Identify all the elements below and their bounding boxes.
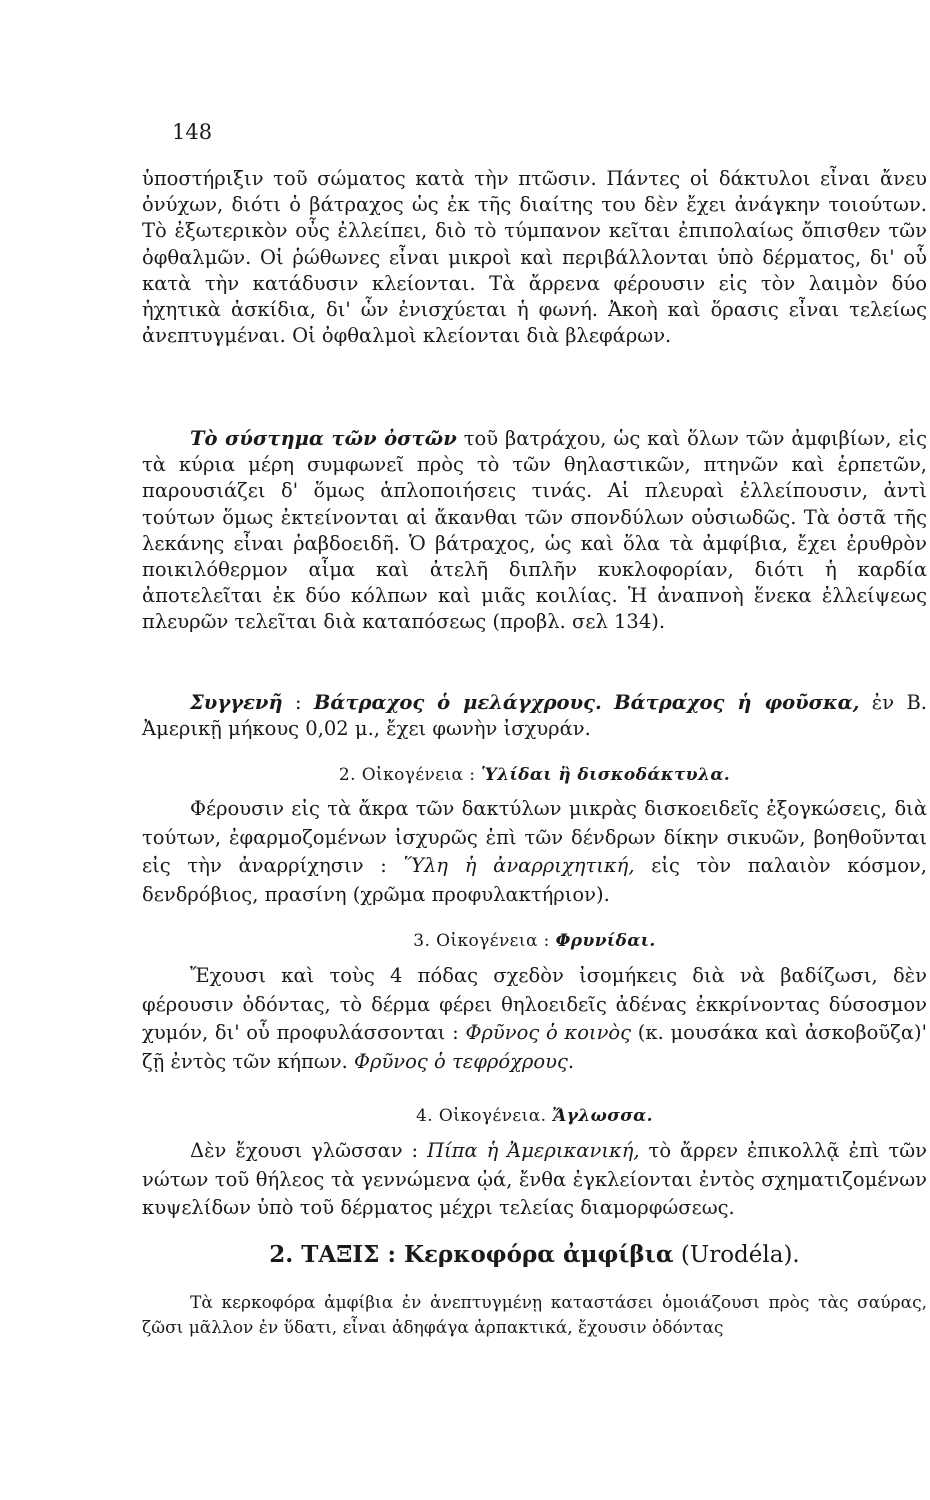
skeleton-lead-term: Τὸ σύστημα τῶν ὀστῶν xyxy=(190,427,457,450)
hylidae-text: Φέρουσιν εἰς τὰ ἄκρα τῶν δακτύλων μικρὰς δισκοειδεῖς ἐξογκώσεις, διὰ τούτων, ἐφαρμοζομένων ἰσχυρῶς ἐπὶ τῶν δένδρων δίκην σικυῶν, βοηθοῦνται εἰς τὴν ἀναρρίχησιν : xyxy=(142,797,927,877)
family-heading-hylidae xyxy=(142,765,927,785)
species-tree-frog: Ὕλη ἡ ἀναρριχητική, xyxy=(403,854,635,877)
family-3-label: 3. Οἰκογένεια : xyxy=(413,931,556,951)
species-bullfrog: Βάτραχος ἡ φοῦσκα, xyxy=(614,691,860,714)
skeleton-text: τοῦ βατράχου, ὡς καὶ ὅλων τῶν ἀμφιβίων, εἰς τὰ κύρια μέρη συμφωνεῖ πρὸς τὸ τῶν θηλαστικῶν, πτηνῶν καὶ ἑρπετῶν, παρουσιάζει δ' ὅμως ἁπλοποιήσεις τινάς. Αἱ πλευραὶ ἐλλείπουσιν, ἀντὶ τούτων ὅμως ἐκτείνονται αἱ ἄκανθαι τῶν σπονδύλων οὐσιωδῶς. Τὰ ὀστᾶ τῆς λεκάνης εἶναι ῥαβδοειδῆ. Ὁ βάτραχος, ὡς καὶ ὅλα τὰ ἀμφίβια, ἔχει ἐρυθρὸν ποικιλόθερμον αἷμα καὶ ἀτελῆ διπλῆν κυκλοφορίαν, διότι ἡ καρδία ἀποτελεῖται ἐκ δύο κόλπων καὶ μιᾶς κοιλίας. Ἡ ἀναπνοὴ ἕνεκα ἐλλείψεως πλευρῶν τελεῖται διὰ καταπόσεως (προβλ. σελ 134). xyxy=(142,427,927,634)
order-name: Κερκοφόρα ἀμφίβια xyxy=(403,1241,674,1268)
family-2-name: Ὑλίδαι ἢ δισκοδάκτυλα. xyxy=(481,765,731,785)
page-number: 148 xyxy=(172,120,213,144)
family-heading-aglossa xyxy=(142,1106,927,1126)
related-text: ἐν Β. Ἀμερικῇ μήκους 0,02 μ., ἔχει φωνὴν ἰσχυράν. xyxy=(142,691,928,741)
species-dark-frog: Βάτραχος ὁ μελάγχρους. xyxy=(313,691,602,714)
bufonidae-text-mid: (κ. μουσάκα καὶ ἀσκοβοῦζα)' ζῇ ἐντὸς τῶν κήπων. xyxy=(142,1021,927,1073)
species-grey-toad: Φρῦνος ὁ τεφρόχρους. xyxy=(354,1049,575,1073)
order-heading-urodela xyxy=(142,1241,927,1268)
paragraph-aglossa xyxy=(142,1137,927,1223)
family-2-label: 2. Οἰκογένεια : xyxy=(338,765,482,785)
paragraph-skeleton xyxy=(142,426,927,636)
family-4-label: 4. Οἰκογένεια. xyxy=(416,1106,553,1126)
related-space xyxy=(602,691,614,714)
species-pipa: Πίπα ἡ Ἀμερικανική, xyxy=(427,1139,640,1162)
hylidae-text-end: εἰς τὸν παλαιὸν κόσμον, δενδρόβιος, πρασίνη (χρῶμα προφυλακτήριον). xyxy=(142,854,927,906)
aglossa-text: Δὲν ἔχουσι γλῶσσαν : xyxy=(190,1139,428,1162)
family-heading-bufonidae xyxy=(142,931,927,951)
order-label: 2. ΤΑΞΙΣ : xyxy=(269,1241,404,1268)
species-common-toad: Φρῦνος ὁ κοινὸς xyxy=(465,1021,632,1044)
paragraph-frog-body: ὑποστήριξιν τοῦ σώματος κατὰ τὴν πτῶσιν. Πάντες οἱ δάκτυλοι εἶναι ἄνευ ὀνύχων, διότι ὁ βάτραχος ὡς ἐκ τῆς διαίτης του δὲν ἔχει ἀνάγκην τοιούτων. Τὸ ἐξωτερικὸν οὖς ἐλλείπει, διὸ τὸ τύμπανον κεῖται ἐπιπολαίως ὄπισθεν τῶν ὀφθαλμῶν. Οἱ ῥώθωνες εἶναι μικροὶ καὶ περιβάλλονται ὑπὸ δέρματος, δι' οὗ κατὰ τὴν κατάδυσιν κλείονται. Τὰ ἄρρενα φέρουσιν εἰς τὸν λαιμὸν δύο ἠχητικὰ ἀσκίδια, δι' ὧν ἐνισχύεται ἡ φωνή. Ἀκοὴ καὶ ὅρασις εἶναι τελείως ἀνεπτυγμέναι. Οἱ ὀφθαλμοὶ κλείονται διὰ βλεφάρων. xyxy=(142,167,927,348)
related-sep: : xyxy=(282,691,314,714)
related-label: Συγγενῆ xyxy=(190,691,283,714)
paragraph-urodela: Τὰ κερκοφόρα ἀμφίβια ἐν ἀνεπτυγμένῃ καταστάσει ὁμοιάζουσι πρὸς τὰς σαύρας, ζῶσι μᾶλλον ἐν ὕδατι, εἶναι ἀδηφάγα ἁρπακτικά, ἔχουσιν ὀδόντας xyxy=(142,1293,927,1338)
paragraph-related-species xyxy=(142,690,927,742)
order-latin-name: (Urodéla). xyxy=(673,1242,800,1268)
family-3-name: Φρυνίδαι. xyxy=(555,931,656,951)
family-4-name: Ἄγλωσσα. xyxy=(552,1106,653,1126)
paragraph-hylidae xyxy=(142,795,927,909)
bufonidae-text: Ἔχουσι καὶ τοὺς 4 πόδας σχεδὸν ἰσομήκεις διὰ νὰ βαδίζωσι, δὲν φέρουσιν ὀδόντας, τὸ δέρμα φέρει θηλοειδεῖς ἀδένας ἐκκρίνοντας δύσοσμον χυμόν, δι' οὗ προφυλάσσονται : xyxy=(142,964,927,1044)
paragraph-bufonidae xyxy=(142,962,927,1076)
aglossa-text-end: τὸ ἄρρεν ἐπικολλᾷ ἐπὶ τῶν νώτων τοῦ θήλεος τὰ γεννώμενα ᾠά, ἔνθα ἐγκλείονται ἐντὸς σχηματιζομένων κυψελίδων ὑπὸ τοῦ δέρματος μέχρι τελείας διαμορφώσεως. xyxy=(142,1139,928,1219)
